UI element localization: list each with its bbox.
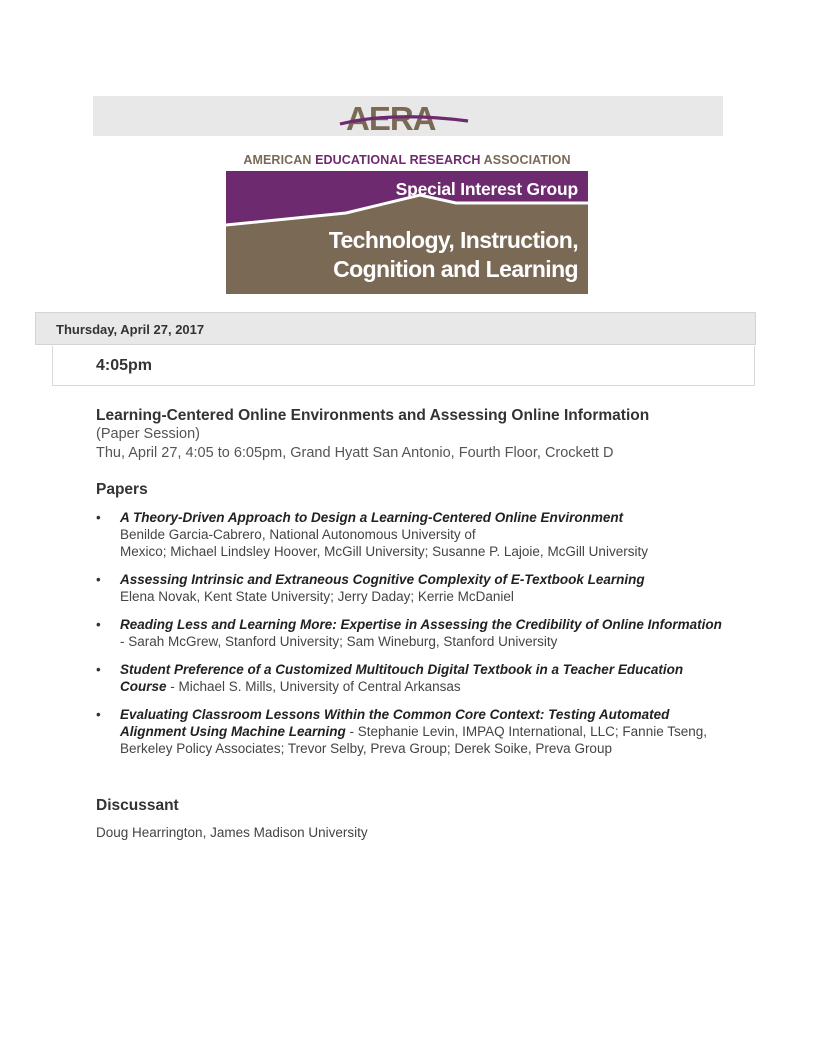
- time-label: 4:05pm: [96, 357, 153, 374]
- org-name: [226, 153, 588, 167]
- date-label: Thursday, April 27, 2017: [56, 322, 205, 337]
- paper-title: A Theory-Driven Approach to Design a Learning-Centered Online Environment: [120, 510, 624, 525]
- session-title: Learning-Centered Online Environments and Assessing Online Information: [96, 407, 650, 424]
- paper-item: [96, 706, 726, 757]
- paper-authors: Elena Novak, Kent State University; Jerry Daday; Kerrie McDaniel: [120, 589, 514, 604]
- paper-title: Student Preference of a Customized Multitouch Digital Textbook in a Teacher Education Course: [120, 662, 684, 694]
- bullet-icon: •: [96, 510, 101, 525]
- session-content: [96, 406, 726, 840]
- discussant-heading: Discussant: [96, 797, 179, 814]
- bullet-icon: •: [96, 572, 101, 587]
- paper-authors: - Stephanie Levin, IMPAQ International, LLC; Fannie Tseng, Berkeley Policy Associates; Trevor Selby, Preva Group; Derek Soike, Preva Group: [120, 724, 707, 756]
- session-info: Thu, April 27, 4:05 to 6:05pm, Grand Hyatt San Antonio, Fourth Floor, Crockett D: [96, 445, 614, 461]
- logo-bar: [93, 96, 723, 136]
- org-name-part1: AMERICAN: [243, 153, 316, 167]
- paper-title: Reading Less and Learning More: Expertise in Assessing the Credibility of Online Information: [120, 617, 722, 632]
- session-type: (Paper Session): [96, 426, 200, 442]
- paper-item: [96, 616, 726, 650]
- org-name-part3: ASSOCIATION: [480, 153, 571, 167]
- paper-item: [96, 571, 726, 605]
- paper-authors: Mexico; Michael Lindsley Hoover, McGill University; Susanne P. Lajoie, McGill University: [120, 544, 648, 559]
- date-bar: [35, 312, 756, 345]
- sig-title-line1: Technology, Instruction,: [328, 227, 578, 253]
- bullet-icon: •: [96, 662, 101, 677]
- org-name-part2: EDUCATIONAL RESEARCH: [315, 153, 481, 167]
- paper-item: [96, 661, 726, 695]
- paper-authors: - Sarah McGrew, Stanford University; Sam Wineburg, Stanford University: [120, 634, 558, 649]
- papers-heading: Papers: [96, 481, 148, 498]
- discussant-name: Doug Hearrington, James Madison University: [96, 825, 368, 840]
- sig-group-label: Special Interest Group: [395, 179, 578, 199]
- paper-item: [96, 509, 726, 560]
- paper-title: Assessing Intrinsic and Extraneous Cognitive Complexity of E-Textbook Learning: [120, 572, 645, 587]
- bullet-icon: •: [96, 707, 101, 722]
- sig-title-line2: Cognition and Learning: [333, 256, 578, 282]
- sig-title: [226, 226, 578, 284]
- paper-authors: Benilde Garcia-Cabrero, National Autonomous University of: [120, 527, 476, 542]
- time-slot: [52, 346, 755, 386]
- paper-title: Evaluating Classroom Lessons Within the Common Core Context: Testing Automated Alignment Using Machine Learning: [120, 707, 670, 739]
- bullet-icon: •: [96, 617, 101, 632]
- paper-authors: - Michael S. Mills, University of Central Arkansas: [166, 679, 461, 694]
- papers-list: [96, 509, 726, 757]
- sig-banner: [226, 150, 588, 294]
- aera-logo: [338, 97, 478, 135]
- aera-logo-text: AERA: [346, 100, 436, 135]
